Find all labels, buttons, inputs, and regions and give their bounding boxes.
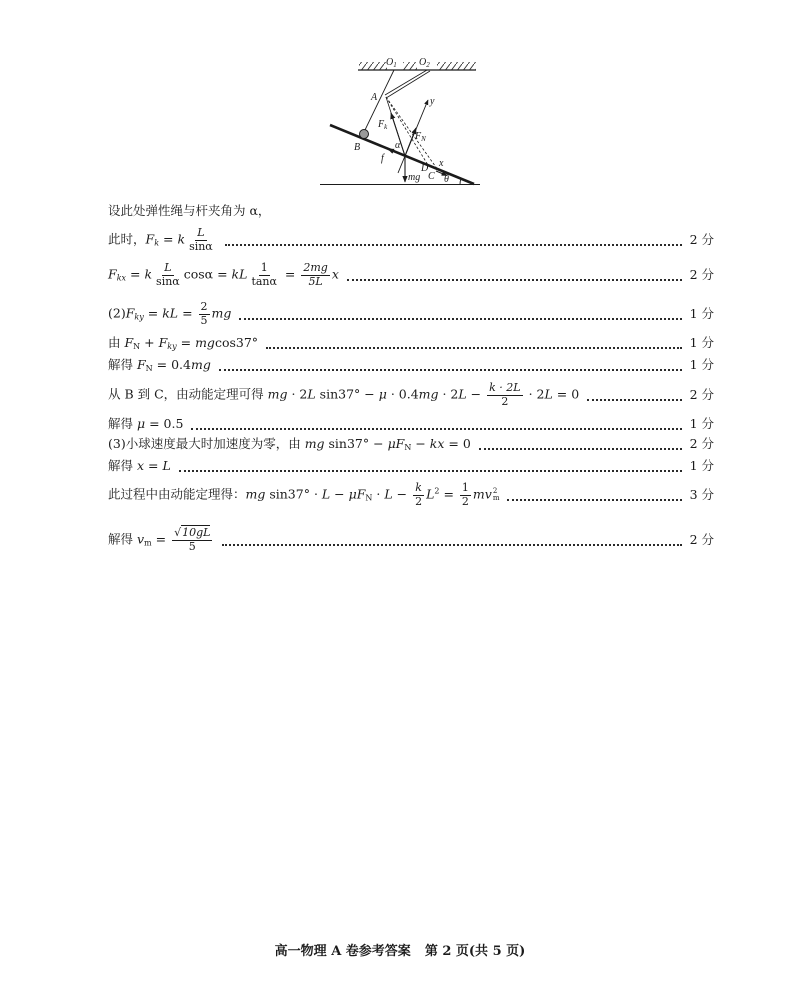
denominator: sinα (189, 239, 213, 253)
symbol: mg (195, 334, 215, 350)
score: 2 分 (689, 267, 714, 283)
symbol: k (144, 266, 153, 282)
numerator: 1 (461, 480, 469, 494)
line-label: 此过程中由动能定理得： (108, 486, 246, 502)
symbol: k (177, 231, 186, 247)
symbol: v (136, 531, 145, 547)
equals: = (439, 486, 458, 502)
score: 1 分 (689, 416, 714, 432)
term: · 2 (287, 386, 308, 402)
fraction (487, 382, 522, 408)
elastic-cord-upper (385, 70, 427, 95)
answer-line-1 (108, 196, 714, 226)
label-point-c: C (428, 171, 435, 182)
dot-leader (179, 470, 682, 472)
formula (108, 335, 258, 352)
dot-leader (587, 399, 681, 401)
symbol: mg (418, 386, 439, 402)
dashed-line (386, 97, 428, 165)
answer-line-6 (108, 350, 714, 380)
line-label: 解得 (108, 416, 137, 432)
symbol: L (426, 486, 435, 502)
equals: = (213, 266, 232, 282)
formula (108, 436, 471, 453)
formula (108, 382, 579, 408)
term: cos37° (214, 334, 259, 350)
formula (108, 458, 171, 474)
symbol: μ (136, 416, 146, 432)
denominator: 5 (188, 539, 196, 553)
symbol: mv (472, 486, 492, 502)
answer-line-2 (108, 225, 714, 255)
equals: = (144, 458, 163, 474)
denominator: 2 (415, 494, 423, 508)
symbol: L (544, 386, 553, 402)
label-point-a: A (371, 92, 378, 103)
numerator: L (164, 260, 172, 274)
fraction (413, 482, 424, 508)
term: · (372, 486, 385, 502)
line-label: 解得 (108, 458, 137, 474)
score: 1 分 (689, 458, 714, 474)
symbol: L (458, 386, 467, 402)
dot-leader (479, 448, 682, 450)
numerator: k (415, 480, 422, 494)
answer-line-12 (108, 525, 714, 555)
term: cosα (183, 266, 214, 282)
superscript: 2 (492, 487, 498, 495)
symbol: μF (387, 435, 405, 451)
answer-line-7 (108, 380, 714, 410)
sub-superscript (493, 488, 500, 502)
term: · 2 (524, 386, 545, 402)
denominator: 2 (461, 494, 469, 508)
term: − (411, 435, 430, 451)
term: − (330, 486, 349, 502)
equals: = 0.4 (152, 356, 191, 372)
term: = 0 (552, 386, 580, 402)
subscript: N (365, 493, 373, 503)
equals: = (143, 305, 163, 321)
equals: = 0.5 (145, 416, 184, 432)
footer-title: 高一物理 A 卷参考答案 (274, 944, 411, 959)
answer-line-3 (108, 260, 714, 290)
ball (360, 130, 369, 139)
answer-line-4 (108, 299, 714, 329)
numerator: 2 (200, 299, 208, 313)
numerator: 2mg (303, 260, 328, 274)
equals: = (176, 334, 196, 350)
label-force-k-main: F (378, 119, 385, 130)
radicand: 10gL (182, 525, 211, 539)
fraction (301, 262, 329, 288)
label-o2-main: O (419, 57, 427, 68)
symbol: μF (348, 486, 366, 502)
term: − (392, 486, 412, 502)
term: sin37° − (315, 386, 379, 402)
score: 2 分 (689, 232, 714, 248)
label-friction: f (381, 153, 384, 164)
symbol: F (108, 266, 117, 282)
symbol: L (307, 386, 316, 402)
dot-leader (347, 279, 682, 281)
score: 3 分 (689, 487, 714, 503)
line-label: 此时， (108, 231, 146, 247)
symbol: kL (162, 305, 179, 321)
numerator: k · 2L (489, 380, 521, 394)
symbol: x (136, 458, 145, 474)
page-footer (0, 940, 800, 959)
score: 2 分 (689, 532, 714, 548)
subscript: kx (116, 273, 127, 283)
fraction (249, 262, 279, 288)
label-force-n-sub: N (421, 135, 426, 143)
equals: = (126, 266, 145, 282)
term: · 2 (438, 386, 459, 402)
symbol: L (162, 458, 171, 474)
line-label: (2) (108, 305, 126, 321)
denominator: 5 (200, 313, 208, 327)
label-force-k-sub: k (384, 123, 388, 131)
score: 1 分 (689, 306, 714, 322)
symbol: μ (378, 386, 387, 402)
formula (108, 227, 217, 253)
formula (108, 262, 339, 288)
line-label: 解得 (108, 531, 137, 547)
symbol: F (124, 334, 134, 350)
answer-line-11 (108, 480, 714, 510)
label-o2 (419, 57, 430, 69)
term: = 0 (444, 435, 471, 451)
symbol: mg (304, 435, 325, 451)
ceiling-hatch (403, 62, 417, 70)
superscript: 2 (434, 486, 440, 496)
subscript: k (154, 238, 160, 248)
symbol: L (384, 486, 393, 502)
fraction (199, 301, 210, 327)
term: sin37° · (265, 486, 322, 502)
label-o1 (386, 57, 397, 69)
dot-leader (507, 499, 681, 501)
denominator: 5L (308, 274, 323, 288)
score: 2 分 (689, 436, 714, 452)
numerator: L (197, 225, 205, 239)
symbol: kL (231, 266, 248, 282)
numerator (172, 527, 212, 541)
fraction (187, 227, 215, 253)
term: · 0.4 (386, 386, 419, 402)
label-angle-theta: θ (444, 174, 449, 185)
label-force-n (414, 131, 426, 143)
formula (108, 357, 211, 374)
symbol: mg (245, 486, 266, 502)
equals: = (151, 531, 171, 547)
sqrt-symbol: √ (174, 525, 182, 539)
ceiling-hatch (359, 62, 387, 70)
formula (108, 482, 499, 508)
dot-leader (219, 369, 682, 371)
subscript: ky (134, 312, 144, 322)
symbol: mg (267, 386, 288, 402)
symbol: L (321, 486, 331, 502)
fraction (460, 482, 471, 508)
term: sin37° − (324, 435, 388, 451)
line-label: 解得 (108, 356, 137, 372)
term: − (466, 386, 486, 402)
label-force-n-main: F (415, 131, 422, 142)
line-text: 设此处弹性绳与杆夹角为 α， (108, 203, 271, 219)
formula (108, 301, 231, 327)
symbol: mg (190, 356, 211, 372)
label-angle-alpha: α (395, 140, 401, 151)
dot-leader (266, 347, 682, 349)
line-label: 从 B 到 C，由动能定理可得 (108, 386, 268, 402)
label-point-b: B (354, 142, 361, 153)
label-force-k (377, 119, 388, 131)
fraction (154, 262, 182, 288)
ceiling-hatch (437, 62, 476, 70)
plus: + (140, 334, 159, 350)
subscript: m (144, 538, 152, 548)
subscript: N (133, 341, 141, 351)
dot-leader (239, 318, 681, 320)
label-o1-sub: 1 (393, 61, 397, 69)
label-axis-x: x (439, 158, 444, 169)
score: 2 分 (689, 387, 714, 403)
equals: = (159, 231, 178, 247)
denominator: sinα (156, 274, 180, 288)
label-gravity: mg (408, 172, 421, 183)
line-label: 由 (108, 334, 125, 350)
subscript: N (404, 442, 412, 452)
subscript: m (492, 494, 500, 502)
line-label: (3)小球速度最大时加速度为零，由 (108, 435, 305, 451)
score: 1 分 (689, 357, 714, 373)
fraction (172, 527, 212, 553)
label-o1-main: O (386, 57, 394, 68)
denominator: tanα (251, 274, 277, 288)
symbol: mg (211, 305, 232, 321)
symbol: F (125, 305, 135, 321)
equals: = (280, 266, 300, 282)
subscript: N (145, 363, 153, 373)
symbol: F (158, 334, 168, 350)
dot-leader (222, 544, 681, 546)
symbol: F (136, 356, 146, 372)
equals: = (178, 305, 197, 321)
symbol: x (331, 266, 339, 282)
elastic-cord-upper (387, 71, 430, 98)
label-point-d: D (421, 163, 429, 174)
symbol: F (145, 231, 155, 247)
denominator: 2 (501, 394, 509, 408)
label-o2-sub: 2 (426, 61, 430, 69)
force-diagram (300, 50, 500, 195)
formula (108, 527, 214, 553)
symbol: kx (429, 435, 445, 451)
footer-page-number: 第 2 页(共 5 页) (424, 944, 526, 959)
numerator: 1 (260, 260, 268, 274)
dot-leader (225, 244, 682, 246)
subscript: ky (167, 341, 177, 351)
answer-line-10 (108, 451, 714, 481)
score: 1 分 (689, 335, 714, 351)
label-axis-y: y (430, 96, 435, 107)
